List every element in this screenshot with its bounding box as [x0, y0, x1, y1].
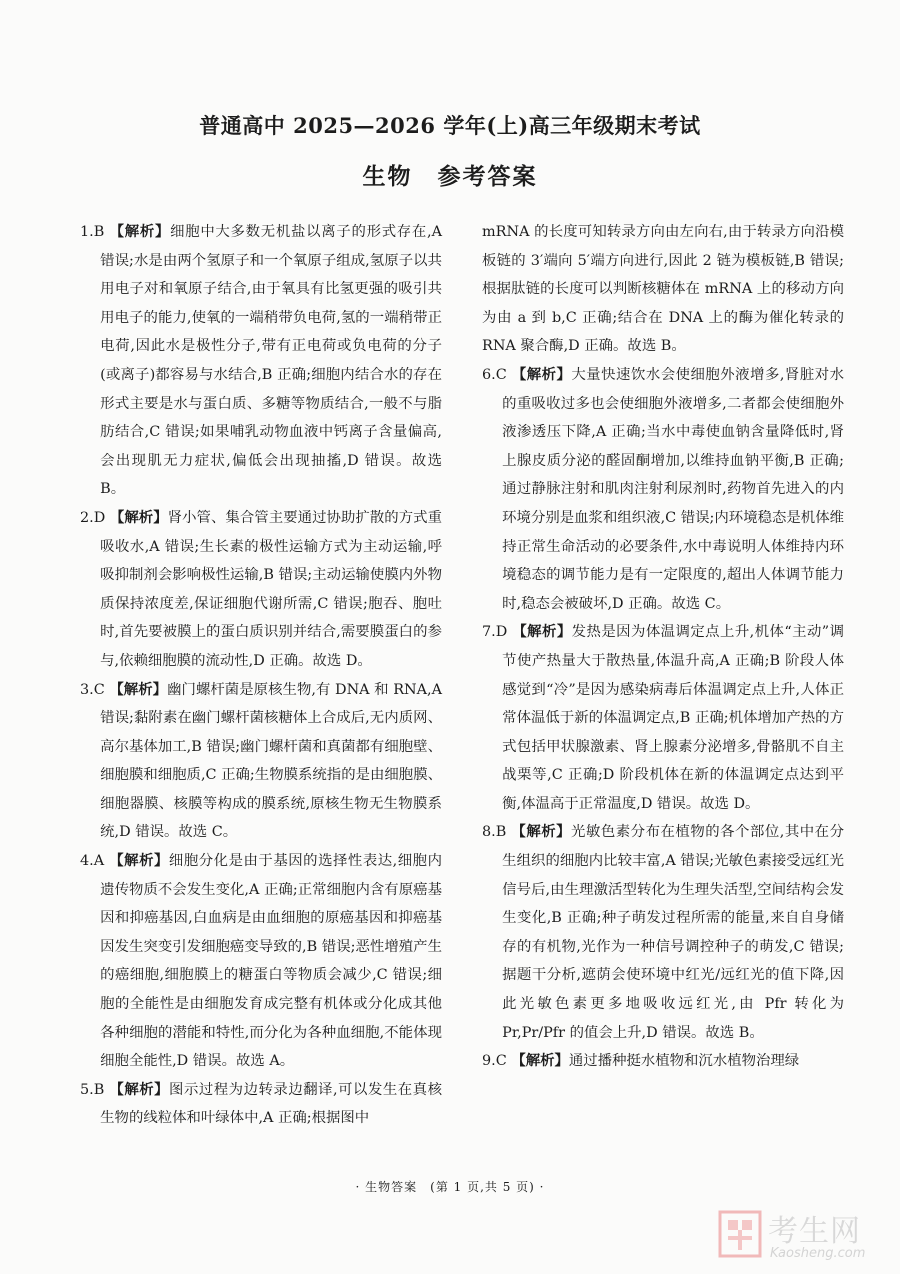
answer-item: 8.B 【解析】光敏色素分布在植物的各个部位,其中在分生组织的细胞内比较丰富,A 错误;光敏色素接受远红光信号后,由生理激活型转化为生理失活型,空间结构会发生变化,B 正确;种子萌发过程所需的能量,来自自身储存的有机物,光作为一种信号调控种子的萌发,C 错误;据题干分析,遮荫会使环境中红光/远红光的值下降,因此光敏色素更多地吸收远红光,由 Pfr 转化为 Pr,Pr/Pfr 的值会上升,D 错误。故选 B。	[482, 823, 844, 1041]
page-footer: · 生物答案 (第 1 页,共 5 页) ·	[355, 1180, 545, 1194]
answer-item: 4.A 【解析】细胞分化是由于基因的选择性表达,细胞内遗传物质不会发生变化,A 正确;正常细胞内含有原癌基因和抑癌基因,白血病是由血细胞的原癌基因和抑癌基因发生突变引发细胞癌变导致的,B 错误;恶性增殖产生的癌细胞,细胞膜上的糖蛋白等物质会减少,C 错误;细胞的全能性是由细胞发育成完整有机体或分化成其他各种细胞的潜能和特性,而分化为各种血细胞,不能体现细胞全能性,D 错误。故选 A。	[80, 852, 442, 1070]
answer-item: 6.C 【解析】大量快速饮水会使细胞外液增多,肾脏对水的重吸收过多也会使细胞外液增多,二者都会使细胞外液渗透压下降,A 正确;当水中毒使血钠含量降低时,肾上腺皮质分泌的醛固酮增加,以维持血钠平衡,B 正确;通过静脉注射和肌肉注射利尿剂时,药物首先进入的内环境分别是血浆和组织液,C 错误;内环境稳态是机体维持正常生命活动的必要条件,水中毒说明人体维持内环境稳态的调节能力是有一定限度的,超出人体调节能力时,稳态会被破坏,D 正确。故选 C。	[482, 365, 844, 612]
watermark-url: Kaosheng.com	[770, 1246, 866, 1261]
watermark	[718, 1206, 888, 1266]
kaosheng-logo-icon	[718, 1210, 762, 1258]
answer-continuation: mRNA 的长度可知转录方向由左向右,由于转录方向沿模板链的 3′端向 5′端方向进行,因此 2 链为模板链,B 错误;根据肽链的长度可以判断核糖体在 mRNA 上的移动方向为由 a 到 b,C 正确;结合在 DNA 上的酶为催化转录的 RNA 聚合酶,D 正确。故选 B。	[482, 224, 844, 355]
answer-item: 7.D 【解析】发热是因为体温调定点上升,机体“主动”调节使产热量大于散热量,体温升高,A 正确;B 阶段人体感觉到“冷”是因为感染病毒后体温调定点上升,人体正常体温低于新的体温调定点,B 正确;机体增加产热的方式包括甲状腺激素、肾上腺素分泌增多,骨骼肌不自主战栗等,C 正确;D 阶段机体在新的体温调定点达到平衡,体温高于正常温度,D 错误。故选 D。	[482, 623, 844, 812]
watermark-text: 考生网	[768, 1214, 861, 1249]
right-column	[482, 218, 844, 1076]
answer-item: 5.B 【解析】图示过程为边转录边翻译,可以发生在真核生物的线粒体和叶绿体中,A 正确;根据图中	[80, 1080, 442, 1127]
answer-item: 9.C 【解析】通过播种挺水植物和沉水植物治理绿	[482, 1052, 800, 1070]
left-column	[80, 218, 442, 1133]
page-subtitle: 生物 参考答案	[362, 163, 538, 190]
answer-item: 1.B 【解析】细胞中大多数无机盐以离子的形式存在,A 错误;水是由两个氢原子和一个氧原子组成,氢原子以共用电子对和氧原子结合,由于氧具有比氢更强的吸引共用电子的能力,使氧的一端稍带负电荷,氢的一端稍带正电荷,因此水是极性分子,带有正电荷或负电荷的分子(或离子)都容易与水结合,B 正确;细胞内结合水的存在形式主要是水与蛋白质、多糖等物质结合,一般不与脂肪结合,C 错误;如果哺乳动物血液中钙离子含量偏高,会出现肌无力症状,偏低会出现抽搐,D 错误。故选 B。	[80, 223, 443, 498]
page-title: 普通高中 2025—2026 学年(上)高三年级期末考试	[199, 113, 701, 138]
answer-item: 2.D 【解析】肾小管、集合管主要通过协助扩散的方式重吸收水,A 错误;生长素的极性运输方式为主动运输,呼吸抑制剂会影响极性运输,B 错误;主动运输使膜内外物质保持浓度差,保证细胞代谢所需,C 错误;胞吞、胞吐时,首先要被膜上的蛋白质识别并结合,需要膜蛋白的参与,依赖细胞膜的流动性,D 正确。故选 D。	[80, 508, 442, 669]
answer-item: 3.C 【解析】幽门螺杆菌是原核生物,有 DNA 和 RNA,A 错误;黏附素在幽门螺杆菌核糖体上合成后,无内质网、高尔基体加工,B 错误;幽门螺杆菌和真菌都有细胞壁、细胞膜和细胞质,C 正确;生物膜系统指的是由细胞膜、细胞器膜、核膜等构成的膜系统,原核生物无生物膜系统,D 错误。故选 C。	[80, 680, 442, 841]
